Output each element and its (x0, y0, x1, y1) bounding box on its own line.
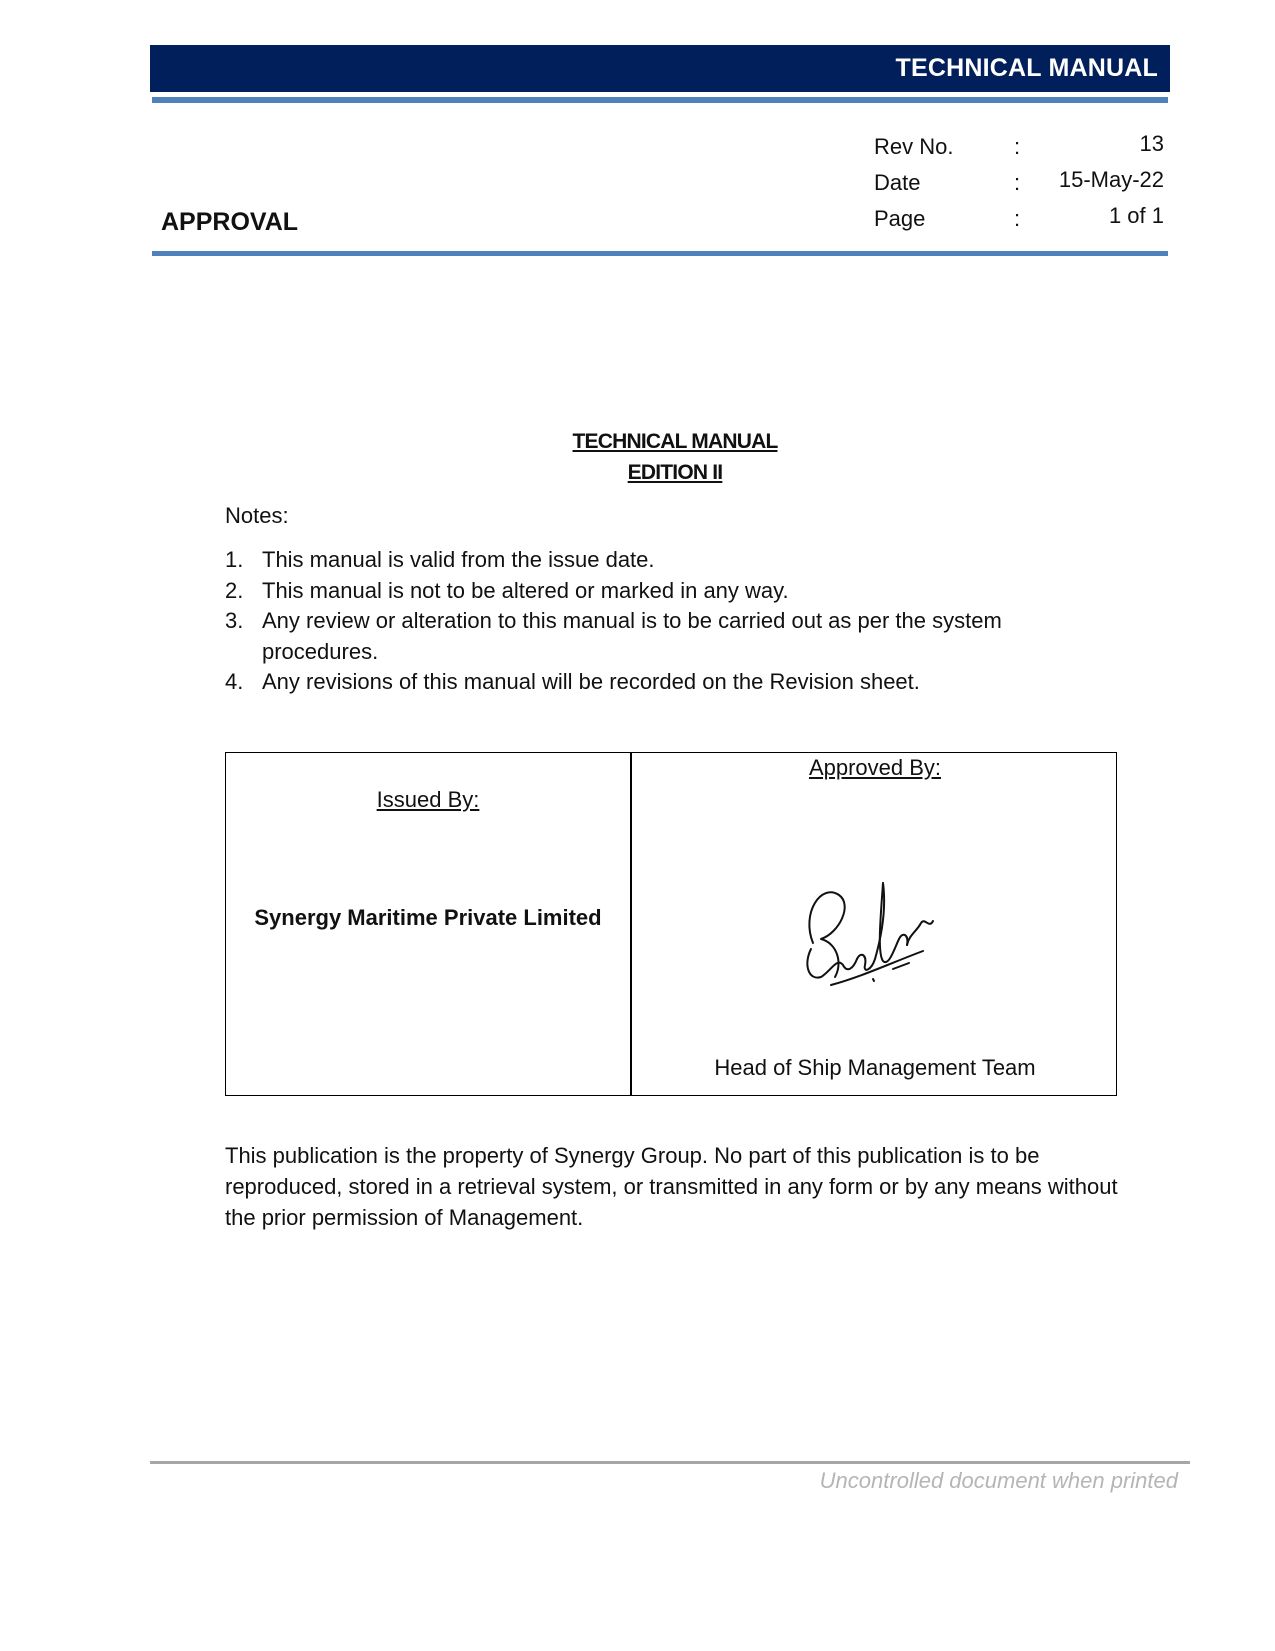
meta-label: Date (874, 170, 921, 195)
meta-value: 1 of 1 (1108, 203, 1164, 228)
meta-colon: : (1014, 170, 1021, 195)
note-text: Any revisions of this manual will be recorded on the Revision sheet. (262, 669, 920, 694)
issued-by-label: Issued By: (376, 787, 480, 812)
meta-colon: : (1014, 206, 1021, 231)
meta-colon: : (1014, 134, 1021, 159)
header-rule-top (152, 97, 1168, 103)
list-item (225, 576, 1105, 607)
banner-title: TECHNICAL MANUAL (895, 54, 1158, 82)
meta-value: 13 (1139, 131, 1164, 156)
list-item (225, 545, 1105, 576)
meta-label: Page (874, 206, 926, 231)
meta-value: 15-May-22 (1058, 167, 1164, 192)
document-title: TECHNICAL MANUAL (572, 430, 778, 453)
meta-page (874, 203, 1164, 236)
note-number: 3. (225, 608, 244, 633)
header-rule-bottom (152, 251, 1168, 256)
note-text: Any review or alteration to this manual is to be carried out as per the system procedures. (262, 608, 1002, 664)
meta-rev-no (874, 131, 1164, 164)
notes-list (225, 545, 1105, 698)
list-item (225, 606, 1105, 667)
note-text: This manual is valid from the issue date. (262, 547, 655, 572)
note-number: 4. (225, 669, 244, 694)
copyright-disclaimer: This publication is the property of Synergy Group. No part of this publication is to be reproduced, stored in a retrieval system, or transmitted in any form or by any means without the prior permission of Management. (225, 1143, 1118, 1230)
meta-label: Rev No. (874, 134, 954, 159)
notes-label: Notes: (225, 503, 289, 528)
section-title: APPROVAL (161, 208, 299, 236)
approver-role: Head of Ship Management Team (714, 1055, 1036, 1080)
document-edition: EDITION II (627, 461, 723, 484)
footer-rule (150, 1461, 1190, 1464)
signature-icon (791, 873, 941, 993)
meta-date (874, 167, 1164, 200)
table-divider (630, 753, 632, 1095)
approved-by-label: Approved By: (808, 755, 942, 780)
note-number: 2. (225, 577, 244, 603)
issuer-name: Synergy Maritime Private Limited (254, 905, 602, 930)
approval-table (225, 752, 1117, 1096)
note-text: This manual is not to be altered or marked in any way. (262, 577, 789, 603)
header-banner (150, 45, 1170, 92)
note-number: 1. (225, 547, 244, 572)
footer-note: Uncontrolled document when printed (819, 1468, 1178, 1493)
list-item (225, 667, 1105, 698)
